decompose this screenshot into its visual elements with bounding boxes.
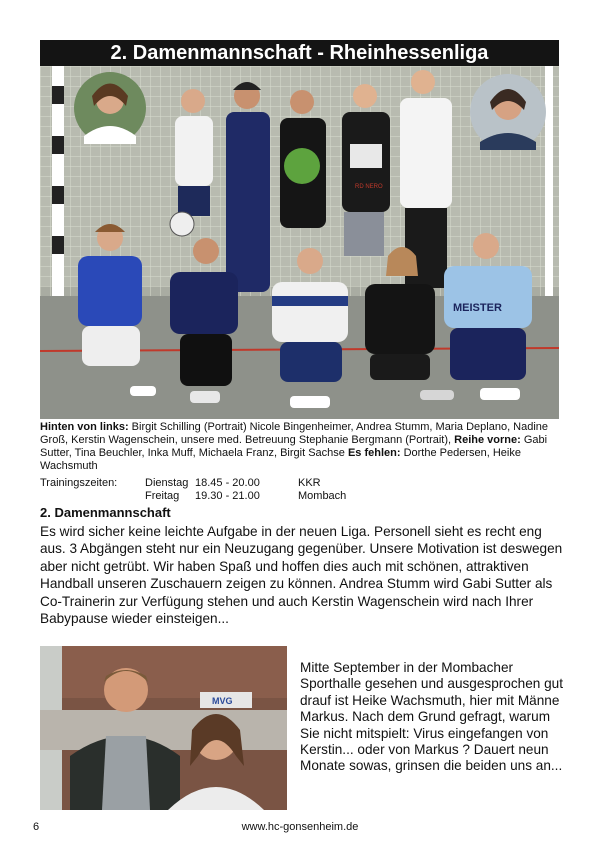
caption-front-names: Gabi Sutter, Tina Beuchler, Inka Muff, Michaela Franz, Birgit Sachse bbox=[40, 434, 548, 459]
caption-label-front: Reihe vorne: bbox=[451, 434, 521, 446]
jersey-text: MEISTER bbox=[453, 302, 502, 314]
training-time: 18.45 - 20.00 bbox=[195, 477, 260, 489]
team-photo bbox=[40, 66, 559, 419]
couple-photo bbox=[40, 646, 287, 810]
section-heading: 2. Damenmannschaft bbox=[40, 505, 171, 520]
training-time: 19.30 - 21.00 bbox=[195, 490, 260, 502]
section-body: Es wird sicher keine leichte Aufgabe in der neuen Liga. Personell sieht es recht eng aus. 3 Abgängen steht nur ein Neuzugang gegenüber. Unsere Motivation ist deswegen aber nicht getrübt. Wir haben Spaß und hoffen dies auch mit schönen, attraktiven Handball unseren Zuschauern zeigen zu können. Andrea Stumm wird Gabi Sutter als Co-Trainerin zur Verfügung stehen und auch Kerstin Wagenschein wird nach Ihrer Babypause wieder einsteigen... bbox=[40, 524, 563, 627]
sign-text: MVG bbox=[212, 696, 233, 706]
training-place: Mombach bbox=[298, 490, 347, 502]
training-place: KKR bbox=[298, 477, 321, 489]
jersey-text: RD NERO bbox=[355, 184, 383, 190]
footer-url: www.hc-gonsenheim.de bbox=[241, 821, 359, 833]
caption-back-names: Birgit Schilling (Portrait) Nicole Bingenheimer, Andrea Stumm, Maria Deplano, Nadine Groß, Kerstin Wagenschein, unsere med. Betreuung Stephanie Bergmann (Portrait), bbox=[40, 421, 549, 446]
training-label: Trainingszeiten: bbox=[40, 477, 118, 489]
photo-caption bbox=[40, 421, 562, 473]
caption-label-missing: Es fehlen: bbox=[344, 447, 401, 459]
page-title: 2. Damenmannschaft - Rheinhessenliga bbox=[40, 40, 559, 66]
training-day: Dienstag bbox=[145, 477, 189, 489]
caption-label-back: Hinten von links: bbox=[40, 421, 129, 433]
training-day: Freitag bbox=[145, 490, 180, 502]
photo-side-text: Mitte September in der Mombacher Sporthalle gesehen und ausgesprochen gut drauf ist Heike Wachsmuth, hier mit Männe Markus. Nach dem Grund gefragt, warum Sie nicht mitspielt: Virus eingefangen von Kerstin... oder von Markus ? Dauert neun Monate sowas, grinsen die beiden uns an... bbox=[300, 660, 564, 774]
caption-missing-names: Dorthe Pedersen, Heike Wachsmuth bbox=[40, 447, 521, 472]
page-number: 6 bbox=[33, 821, 40, 833]
training-times bbox=[40, 477, 562, 505]
